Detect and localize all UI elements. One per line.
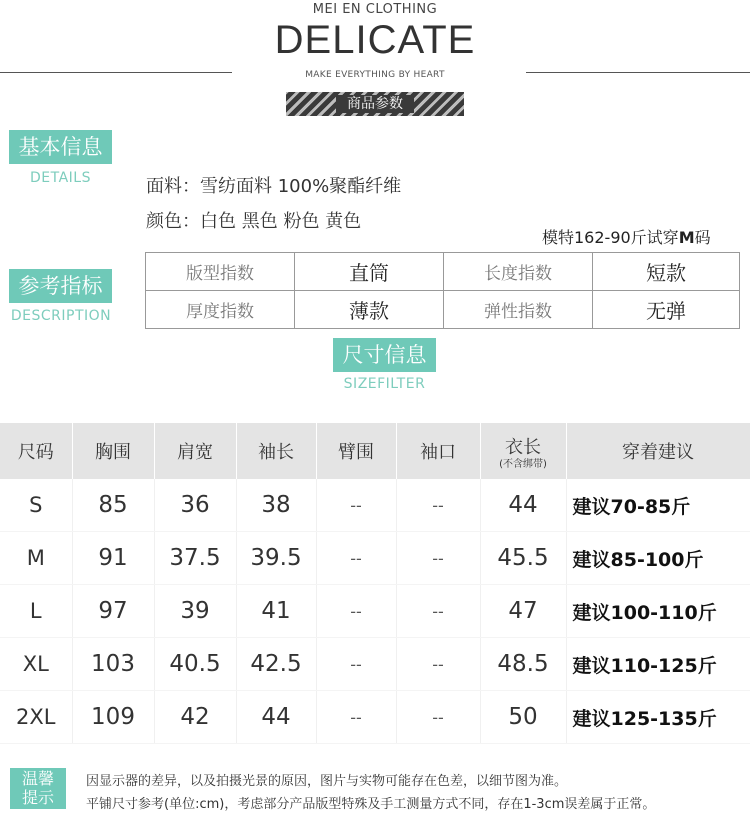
brand-slogan: MAKE EVERYTHING BY HEART — [305, 70, 445, 80]
cell-arm: -- — [316, 691, 396, 744]
cell-shoulder: 42 — [154, 691, 236, 744]
thickness-index-value: 薄款 — [295, 291, 444, 329]
length-index-label: 长度指数 — [444, 253, 593, 291]
cell-length: 48.5 — [480, 638, 566, 691]
header-arm: 臂围 — [316, 423, 396, 479]
cell-length: 44 — [480, 479, 566, 532]
cell-sleeve: 44 — [236, 691, 316, 744]
size-table-container — [0, 423, 750, 744]
fabric-info: 面料：雪纺面料 100%聚酯纤维 — [146, 176, 402, 197]
header-chest: 胸围 — [72, 423, 154, 479]
brand-title: DELICATE — [274, 18, 476, 62]
model-fit-prefix: 模特162-90斤试穿 — [542, 228, 679, 247]
header-recommendation: 穿着建议 — [566, 423, 750, 479]
cell-recommendation: 建议125-135斤 — [566, 691, 750, 744]
size-table-header — [0, 423, 750, 479]
cell-cuff: -- — [396, 585, 480, 638]
product-params-banner — [286, 92, 464, 116]
cell-size: XL — [0, 638, 72, 691]
cell-chest: 103 — [72, 638, 154, 691]
reference-row — [146, 253, 740, 291]
details-subtitle: DETAILS — [30, 170, 91, 186]
cell-cuff: -- — [396, 532, 480, 585]
size-row — [0, 638, 750, 691]
fit-index-label: 版型指数 — [146, 253, 295, 291]
cell-arm: -- — [316, 532, 396, 585]
cell-arm: -- — [316, 638, 396, 691]
product-params-label: 商品参数 — [336, 95, 414, 113]
size-table — [0, 423, 750, 744]
model-fit-suffix: 码 — [694, 228, 711, 247]
cell-shoulder: 40.5 — [154, 638, 236, 691]
description-tag: 参考指标 — [9, 269, 112, 303]
cell-sleeve: 39.5 — [236, 532, 316, 585]
size-row — [0, 532, 750, 585]
header-sleeve: 袖长 — [236, 423, 316, 479]
cell-length: 47 — [480, 585, 566, 638]
header-length-note: (不含绑带) — [499, 458, 547, 470]
header-cuff: 袖口 — [396, 423, 480, 479]
cell-size: M — [0, 532, 72, 585]
elasticity-index-label: 弹性指数 — [444, 291, 593, 329]
fit-index-value: 直筒 — [295, 253, 444, 291]
reference-table — [145, 252, 740, 329]
reference-row — [146, 291, 740, 329]
details-tag: 基本信息 — [9, 130, 112, 164]
cell-sleeve: 38 — [236, 479, 316, 532]
warm-tip-line1: 温馨 — [21, 769, 54, 788]
cell-length: 50 — [480, 691, 566, 744]
color-difference-note: 因显示器的差异，以及拍摄光景的原因，图片与实物可能存在色差，以细节图为准。 — [86, 774, 568, 789]
cell-cuff: -- — [396, 479, 480, 532]
warm-tip-line2: 提示 — [21, 788, 54, 807]
header-length-label: 衣长 — [505, 436, 541, 458]
size-row — [0, 479, 750, 532]
cell-recommendation: 建议110-125斤 — [566, 638, 750, 691]
cell-chest: 97 — [72, 585, 154, 638]
model-fit-note — [542, 225, 711, 248]
cell-shoulder: 36 — [154, 479, 236, 532]
color-info: 颜色：白色 黑色 粉色 黄色 — [146, 211, 362, 232]
description-subtitle: DESCRIPTION — [10, 308, 112, 324]
cell-size: L — [0, 585, 72, 638]
cell-recommendation: 建议100-110斤 — [566, 585, 750, 638]
cell-recommendation: 建议70-85斤 — [566, 479, 750, 532]
cell-recommendation: 建议85-100斤 — [566, 532, 750, 585]
warm-tip-badge — [10, 768, 66, 809]
cell-shoulder: 39 — [154, 585, 236, 638]
cell-shoulder: 37.5 — [154, 532, 236, 585]
size-row — [0, 585, 750, 638]
size-tag: 尺寸信息 — [333, 338, 436, 372]
cell-chest: 85 — [72, 479, 154, 532]
cell-size: 2XL — [0, 691, 72, 744]
cell-arm: -- — [316, 585, 396, 638]
model-fit-size: M — [678, 228, 695, 247]
header-shoulder: 肩宽 — [154, 423, 236, 479]
cell-size: S — [0, 479, 72, 532]
header-length — [480, 423, 566, 479]
cell-sleeve: 41 — [236, 585, 316, 638]
cell-arm: -- — [316, 479, 396, 532]
size-subtitle: SIZEFILTER — [343, 376, 426, 392]
length-index-value: 短款 — [593, 253, 740, 291]
elasticity-index-value: 无弹 — [593, 291, 740, 329]
thickness-index-label: 厚度指数 — [146, 291, 295, 329]
header-size: 尺码 — [0, 423, 72, 479]
cell-chest: 91 — [72, 532, 154, 585]
measurement-note: 平铺尺寸参考(单位:cm)，考虑部分产品版型特殊及手工测量方式不同，存在1-3cm误差属于正常。 — [86, 797, 656, 812]
cell-length: 45.5 — [480, 532, 566, 585]
brand-name: MEI EN CLOTHING — [312, 2, 438, 17]
cell-cuff: -- — [396, 691, 480, 744]
size-row — [0, 691, 750, 744]
cell-cuff: -- — [396, 638, 480, 691]
cell-sleeve: 42.5 — [236, 638, 316, 691]
cell-chest: 109 — [72, 691, 154, 744]
